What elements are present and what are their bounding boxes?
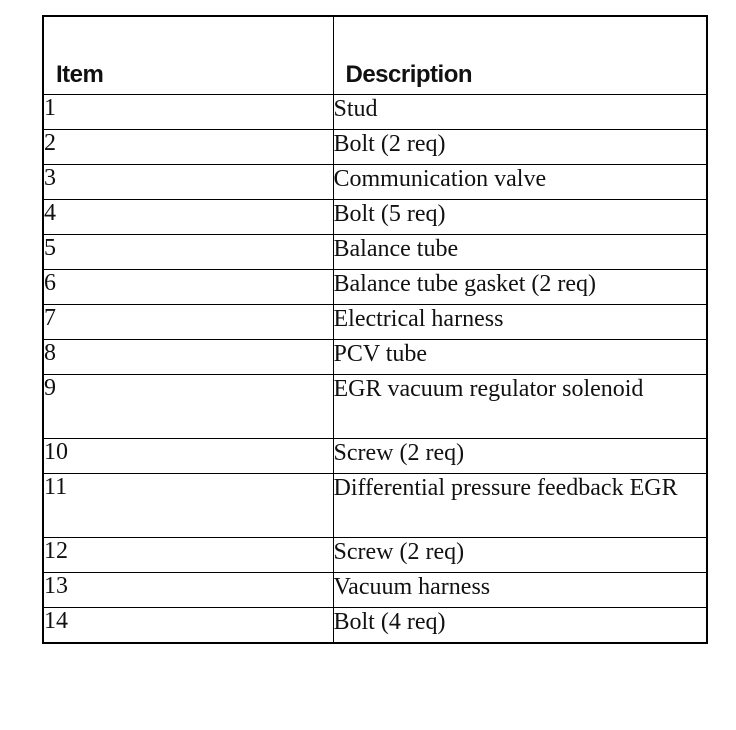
item-number: 10 [43,439,333,474]
item-description: Bolt (5 req) [333,200,707,235]
item-number: 9 [43,375,333,439]
item-description: PCV tube [333,340,707,375]
item-number: 5 [43,235,333,270]
item-description: Balance tube [333,235,707,270]
table-row [43,608,707,644]
table-row [43,165,707,200]
table-row [43,375,707,439]
item-number: 2 [43,130,333,165]
table-row [43,538,707,573]
item-description: Bolt (2 req) [333,130,707,165]
item-number: 3 [43,165,333,200]
item-number: 4 [43,200,333,235]
item-description: Screw (2 req) [333,538,707,573]
item-description: Balance tube gasket (2 req) [333,270,707,305]
item-number: 8 [43,340,333,375]
table-row [43,235,707,270]
item-description: Stud [333,95,707,130]
item-number: 12 [43,538,333,573]
table-row [43,200,707,235]
table-row [43,340,707,375]
item-description: EGR vacuum regulator solenoid [333,375,707,439]
table-row [43,474,707,538]
item-description: Communication valve [333,165,707,200]
parts-table [42,15,708,644]
table-row [43,270,707,305]
column-header-description: Description [333,16,707,95]
column-header-item: Item [43,16,333,95]
item-description: Bolt (4 req) [333,608,707,644]
item-description: Screw (2 req) [333,439,707,474]
item-number: 13 [43,573,333,608]
item-description: Electrical harness [333,305,707,340]
item-number: 1 [43,95,333,130]
table-row [43,130,707,165]
table-header-row [43,16,707,95]
item-description: Vacuum harness [333,573,707,608]
table-row [43,305,707,340]
item-number: 7 [43,305,333,340]
table-row [43,95,707,130]
table-row [43,573,707,608]
item-number: 6 [43,270,333,305]
item-number: 11 [43,474,333,538]
table-row [43,439,707,474]
item-description: Differential pressure feedback EGR [333,474,707,538]
item-number: 14 [43,608,333,644]
